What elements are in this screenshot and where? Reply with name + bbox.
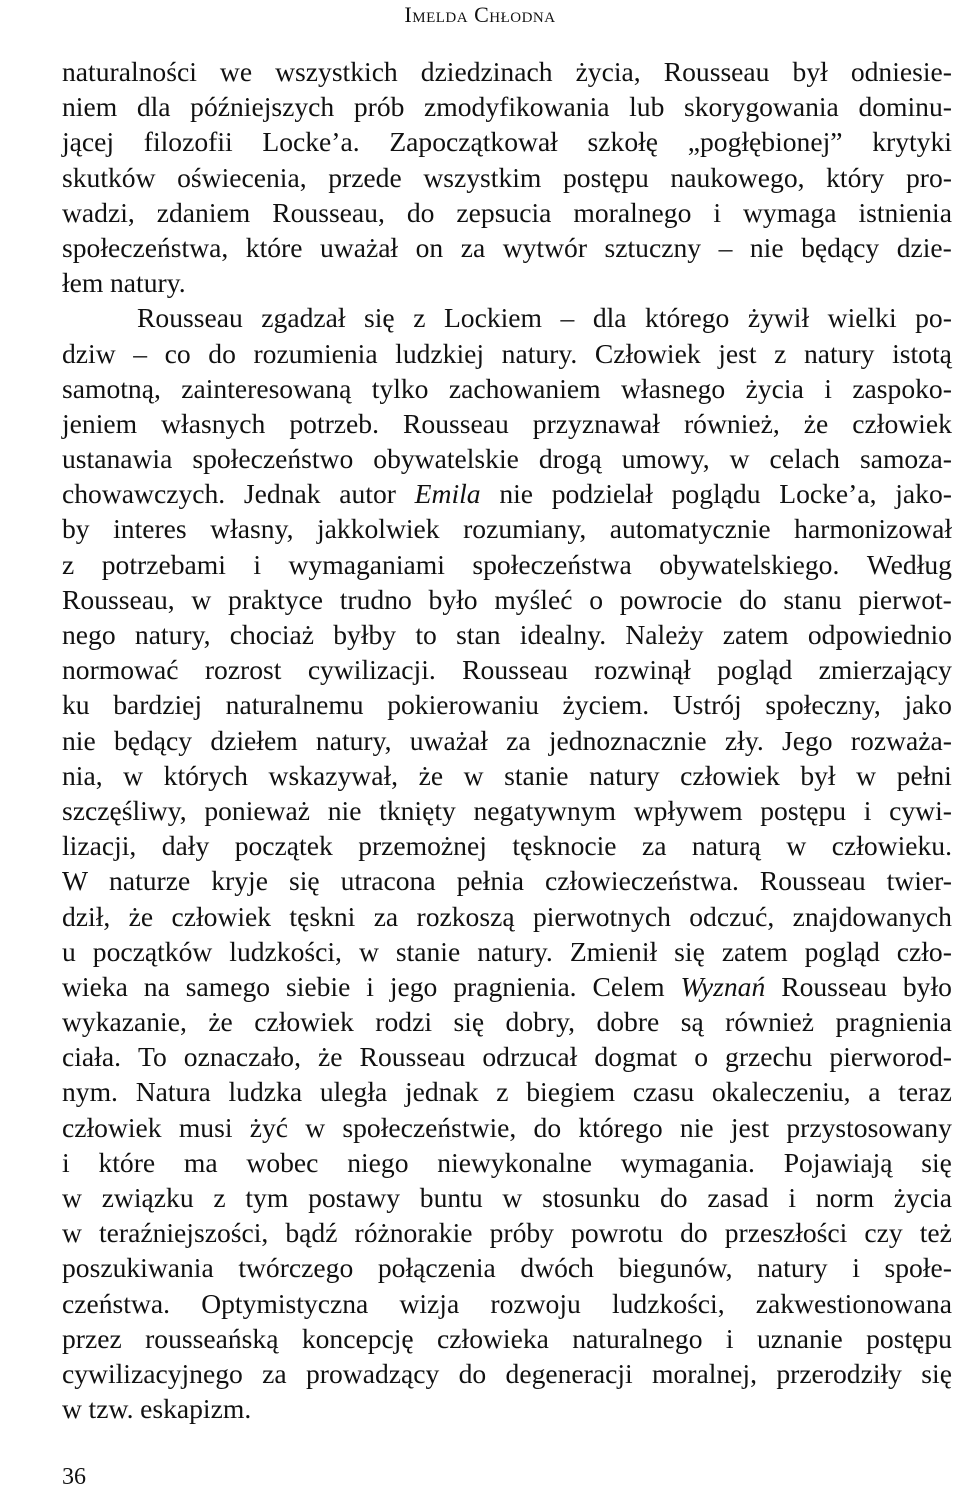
text-line: skutków oświecenia, przede wszystkim postępu naukowego, który pro- [62, 161, 952, 193]
text-line: normować rozrost cywilizacji. Rousseau rozwinął pogląd zmierzający [62, 654, 952, 686]
text-line: ciała. To oznaczało, że Rousseau odrzucał dogmat o grzechu pierworod- [62, 1041, 952, 1073]
text-line: ku bardziej naturalnemu pokierowaniu życiem. Ustrój społeczny, jako [62, 689, 952, 721]
paragraph [62, 54, 952, 300]
text-line: człowiek musi żyć w społeczeństwie, do którego nie jest przystosowany [62, 1111, 952, 1143]
text-line: czeństwa. Optymistyczna wizja rozwoju ludzkości, zakwestionowana [62, 1287, 952, 1319]
text-line: Rousseau zgadzał się z Lockiem – dla którego żywił wielki po- [137, 302, 952, 334]
text-line: i które ma wobec niego niewykonalne wymagania. Pojawiają się [62, 1146, 952, 1178]
text-line: poszukiwania twórczego połączenia dwóch biegunów, natury i społe- [62, 1252, 952, 1284]
text-line: jącej filozofii Locke’a. Zapoczątkował szkołę „pogłębionej” krytyki [62, 126, 952, 158]
text-line: dził, że człowiek tęskni za rozkoszą pierwotnych odczuć, znajdowanych [62, 900, 952, 932]
text-line: wieka na samego siebie i jego pragnienia. Celem Wyznań Rousseau było [62, 970, 952, 1002]
text-line: w związku z tym postawy buntu w stosunku do zasad i norm życia [62, 1182, 952, 1213]
text-line: wykazanie, że człowiek rodzi się dobry, dobre są również pragnienia [62, 1006, 952, 1038]
text-line: w tzw. eskapizm. [62, 1393, 252, 1425]
text-line: przez rousseańską koncepcję człowieka naturalnego i uznanie postępu [62, 1322, 952, 1354]
text-line: nego natury, chociaż byłby to stan idealny. Należy zatem odpowiednio [62, 619, 952, 650]
text-line: nym. Natura ludzka uległa jednak z biegiem czasu okaleczeniu, a teraz [62, 1076, 952, 1108]
text-line: dziw – co do rozumienia ludzkiej natury. Człowiek jest z natury istotą [62, 337, 952, 369]
text-line: u początków ludzkości, w stanie natury. Zmienił się zatem pogląd czło- [62, 935, 952, 967]
body-text [62, 54, 952, 1426]
text-line: nie będący dziełem natury, uważał za jednoznacznie zły. Jego rozważa- [62, 724, 952, 756]
text-line: w teraźniejszości, bądź różnorakie próby powrotu do przeszłości czy też [62, 1217, 952, 1249]
paragraph [62, 300, 952, 1426]
text-line: wadzi, zdaniem Rousseau, do zepsucia moralnego i wymaga istnienia [62, 196, 952, 228]
text-line: chowawczych. Jednak autor Emila nie podzielał poglądu Locke’a, jako- [62, 478, 952, 510]
text-line: społeczeństwa, które uważał on za wytwór sztuczny – nie będący dzie- [62, 231, 952, 263]
text-line: niem dla późniejszych prób zmodyfikowania lub skorygowania dominu- [62, 91, 952, 123]
text-line: jeniem własnych potrzeb. Rousseau przyznawał również, że człowiek [62, 407, 952, 439]
text-line: nia, w których wskazywał, że w stanie natury człowiek był w pełni [62, 759, 952, 791]
text-line: lizacji, dały początek przemożnej tęsknocie za naturą w człowieku. [62, 830, 952, 862]
running-head: Imelda Chłodna [404, 2, 556, 27]
text-line: W naturze kryje się utracona pełnia człowieczeństwa. Rousseau twier- [62, 865, 952, 897]
text-line: samotną, zainteresowaną tylko zachowaniem własnego życia i zaspoko- [62, 372, 952, 404]
text-line: Rousseau, w praktyce trudno było myśleć o powrocie do stanu pierwot- [62, 583, 952, 615]
text-line: szczęśliwy, ponieważ nie tknięty negatywnym wpływem postępu i cywi- [62, 794, 952, 826]
page-number: 36 [62, 1464, 86, 1490]
text-line: by interes własny, jakkolwiek rozumiany, automatycznie harmonizował [62, 513, 952, 545]
text-line: naturalności we wszystkich dziedzinach życia, Rousseau był odniesie- [62, 56, 952, 87]
text-line: z potrzebami i wymaganiami społeczeństwa obywatelskiego. Według [62, 548, 952, 580]
text-line: łem natury. [62, 267, 186, 299]
text-line: ustanawia społeczeństwo obywatelskie drogą umowy, w celach samoza- [62, 443, 952, 475]
text-line: cywilizacyjnego za prowadzący do degeneracji moralnej, przerodziły się [62, 1357, 952, 1389]
